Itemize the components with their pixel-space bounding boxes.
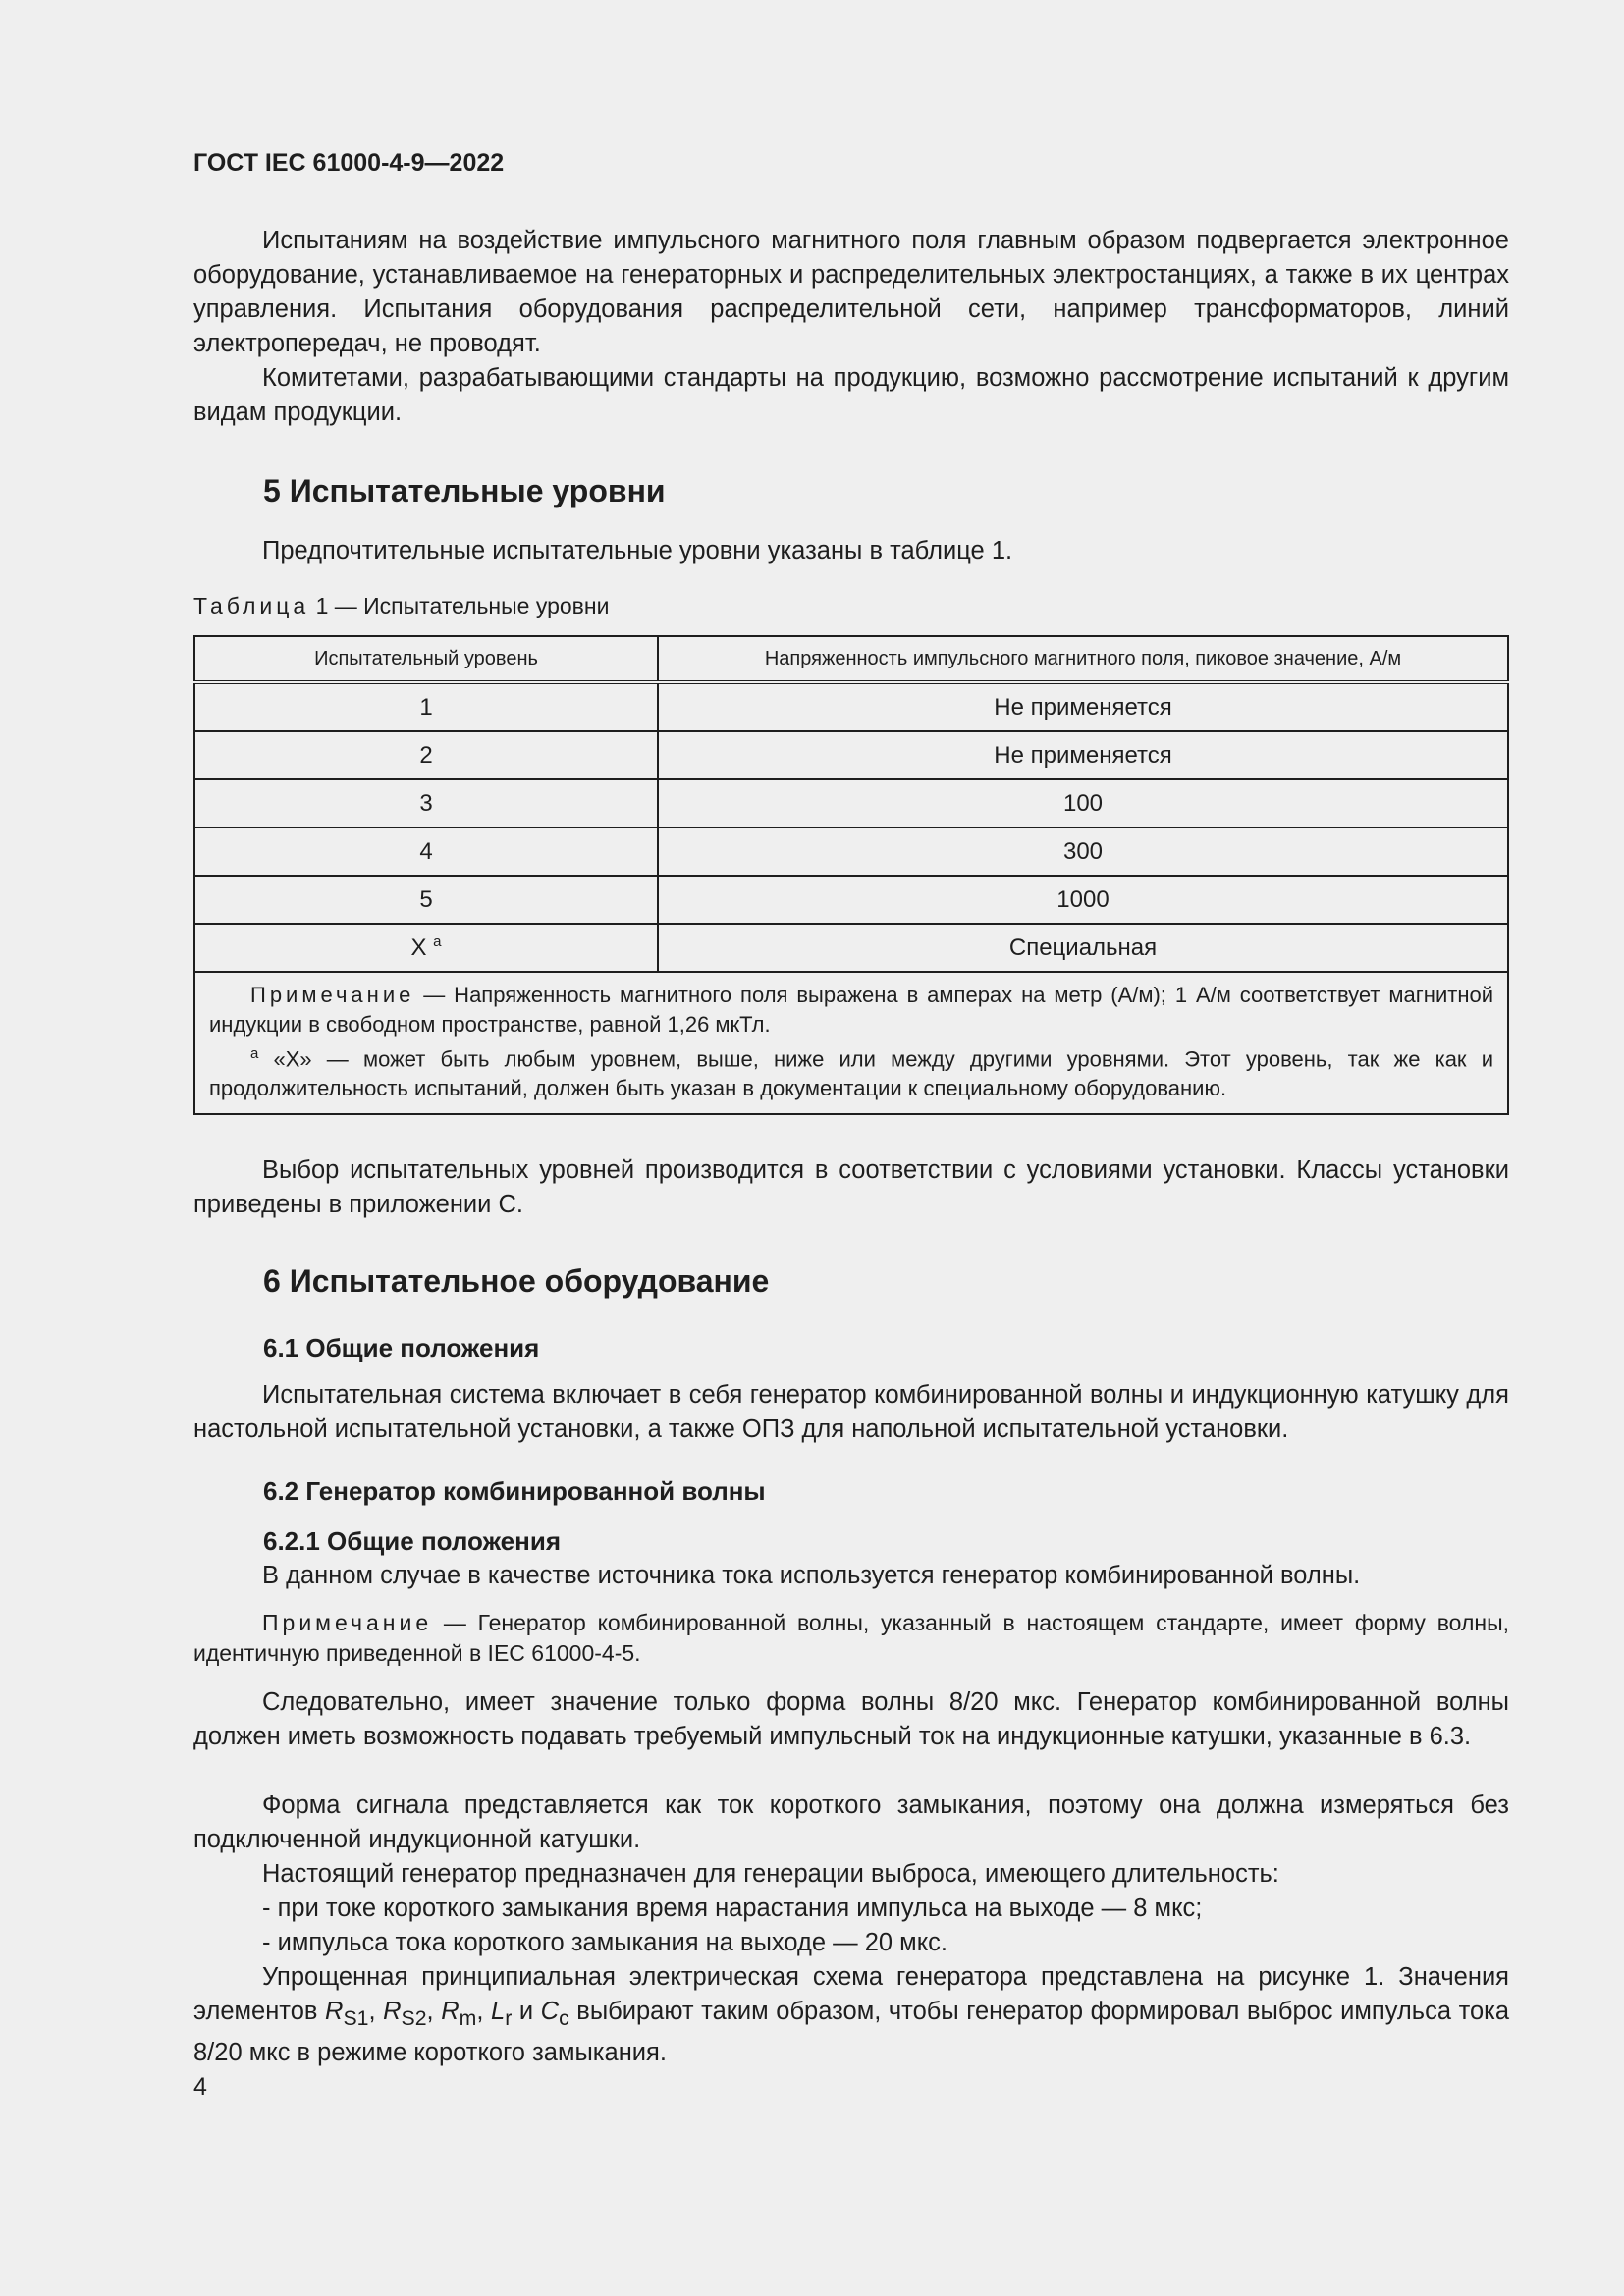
table-row <box>194 779 1508 828</box>
table-cell-value: Не применяется <box>658 682 1508 731</box>
table-cell-level: 2 <box>194 731 658 779</box>
paragraph-waveform: Следовательно, имеет значение только форма волны 8/20 мкс. Генератор комбинированной волны должен иметь возможность подавать требуемый импульсный ток на индукционные катушки, указанные в 6.3. <box>193 1688 1509 1750</box>
note-text: — Генератор комбинированной волны, указанный в настоящем стандарте, имеет форму волны, идентичную приведенной в IEC 61000-4-5. <box>193 1610 1509 1666</box>
element-subscript: r <box>505 2006 513 2031</box>
table-caption-rest: 1 — Испытательные уровни <box>309 593 610 618</box>
list-item: - при токе короткого замыкания время нарастания импульса на выходе — 8 мкс; <box>262 1895 1203 1922</box>
table-caption-prefix: Таблица <box>193 593 310 618</box>
element-symbol: R <box>441 1998 460 2025</box>
table-cell-value: Специальная <box>658 924 1508 972</box>
separator: , <box>368 1998 384 2025</box>
table-cell-value: 100 <box>658 779 1508 828</box>
section-5-title: 5 Испытательные уровни <box>263 473 666 508</box>
section-6-2-1-text: В данном случае в качестве источника тока используется генератор комбинированной волны. <box>262 1562 1361 1589</box>
table-cell-level: 4 <box>194 828 658 876</box>
table-header-value: Напряженность импульсного магнитного поля, пиковое значение, А/м <box>658 636 1508 682</box>
table-row <box>194 828 1508 876</box>
conjunction: и <box>512 1998 541 2025</box>
note-text: — Напряженность магнитного поля выражена в амперах на метр (А/м); 1 А/м соответствует магнитной индукции в свободном пространстве, равной 1,26 мкТл. <box>209 983 1493 1037</box>
document-header: ГОСТ IEC 61000-4-9—2022 <box>193 149 505 177</box>
table-cell-level: 3 <box>194 779 658 828</box>
section-5-text: Предпочтительные испытательные уровни указаны в таблице 1. <box>262 537 1013 564</box>
level-x: X <box>410 934 427 961</box>
paragraph-generator: Настоящий генератор предназначен для генерации выброса, имеющего длительность: <box>262 1860 1279 1888</box>
section-6-1-text: Испытательная система включает в себя генератор комбинированной волны и индукционную катушку для настольной испытательной установки, а также ОПЗ для напольной испытательной установки. <box>193 1381 1509 1443</box>
table-footnote-paragraph <box>209 1040 1493 1103</box>
element-subscript: c <box>559 2006 569 2031</box>
footnote-text: «X» — может быть любым уровнем, выше, ниже или между другими уровнями. Этот уровень, так же как и продолжительность испытаний, должен быть указан в документации к специальному оборудованию. <box>209 1046 1493 1101</box>
paragraph-signal-shape: Форма сигнала представляется как ток короткого замыкания, поэтому она должна измеряться без подключенной индукционной катушки. <box>193 1791 1509 1853</box>
test-levels-table <box>193 635 1509 1115</box>
footnote-marker: a <box>250 1045 259 1062</box>
element-subscript: m <box>459 2006 477 2031</box>
note-label: Примечание <box>250 983 415 1007</box>
table-header-level: Испытательный уровень <box>194 636 658 682</box>
section-6-2-1-title: 6.2.1 Общие положения <box>263 1526 561 1556</box>
table-cell-level <box>194 924 658 972</box>
section-6-2-title: 6.2 Генератор комбинированной волны <box>263 1476 766 1506</box>
paragraph-schematic-start: Упрощенная принципиальная электрическая схема генератора представлена на рисунке 1. Значения элементов <box>193 1963 1509 2025</box>
intro-paragraph-2: Комитетами, разрабатывающими стандарты на продукцию, возможно рассмотрение испытаний к другим видам продукции. <box>193 364 1509 426</box>
separator: , <box>476 1998 491 2025</box>
table-row <box>194 876 1508 924</box>
paragraph-schematic-end: выбирают таким образом, чтобы генератор формировал выброс импульса тока 8/20 мкс в режиме короткого замыкания. <box>193 1998 1510 2067</box>
note-label: Примечание <box>262 1610 433 1635</box>
table-cell-value: 1000 <box>658 876 1508 924</box>
table-row <box>194 682 1508 731</box>
separator: , <box>426 1998 442 2025</box>
footnote-marker: a <box>433 934 442 950</box>
section-6-note <box>193 1608 1509 1669</box>
table-caption <box>193 593 609 619</box>
element-subscript: S2 <box>401 2006 427 2031</box>
section-6-1-title: 6.1 Общие положения <box>263 1333 540 1362</box>
element-subscript: S1 <box>343 2006 369 2031</box>
section-5-after-text: Выбор испытательных уровней производится в соответствии с условиями установки. Классы установки приведены в приложении С. <box>193 1156 1509 1218</box>
table-row <box>194 924 1508 972</box>
paragraph-schematic <box>193 1960 1509 2070</box>
table-note <box>194 972 1508 1114</box>
table-cell-level: 5 <box>194 876 658 924</box>
element-symbol: L <box>491 1998 506 2025</box>
table-note-row <box>194 972 1508 1114</box>
section-6-title: 6 Испытательное оборудование <box>263 1263 770 1299</box>
element-symbol: R <box>325 1998 344 2025</box>
page-number: 4 <box>193 2073 207 2101</box>
table-cell-value: 300 <box>658 828 1508 876</box>
table-cell-value: Не применяется <box>658 731 1508 779</box>
table-cell-level: 1 <box>194 682 658 731</box>
table-row <box>194 731 1508 779</box>
intro-paragraph-1: Испытаниям на воздействие импульсного магнитного поля главным образом подвергается электронное оборудование, устанавливаемое на генераторных и распределительных электростанциях, а также в их центрах управления. Испытания оборудования распределительной сети, например трансформаторов, линий электропередач, не проводят. <box>193 227 1509 357</box>
list-item: - импульса тока короткого замыкания на выходе — 20 мкс. <box>262 1929 947 1956</box>
element-symbol: C <box>540 1998 560 2025</box>
element-symbol: R <box>383 1998 402 2025</box>
table-note-paragraph <box>209 981 1493 1040</box>
